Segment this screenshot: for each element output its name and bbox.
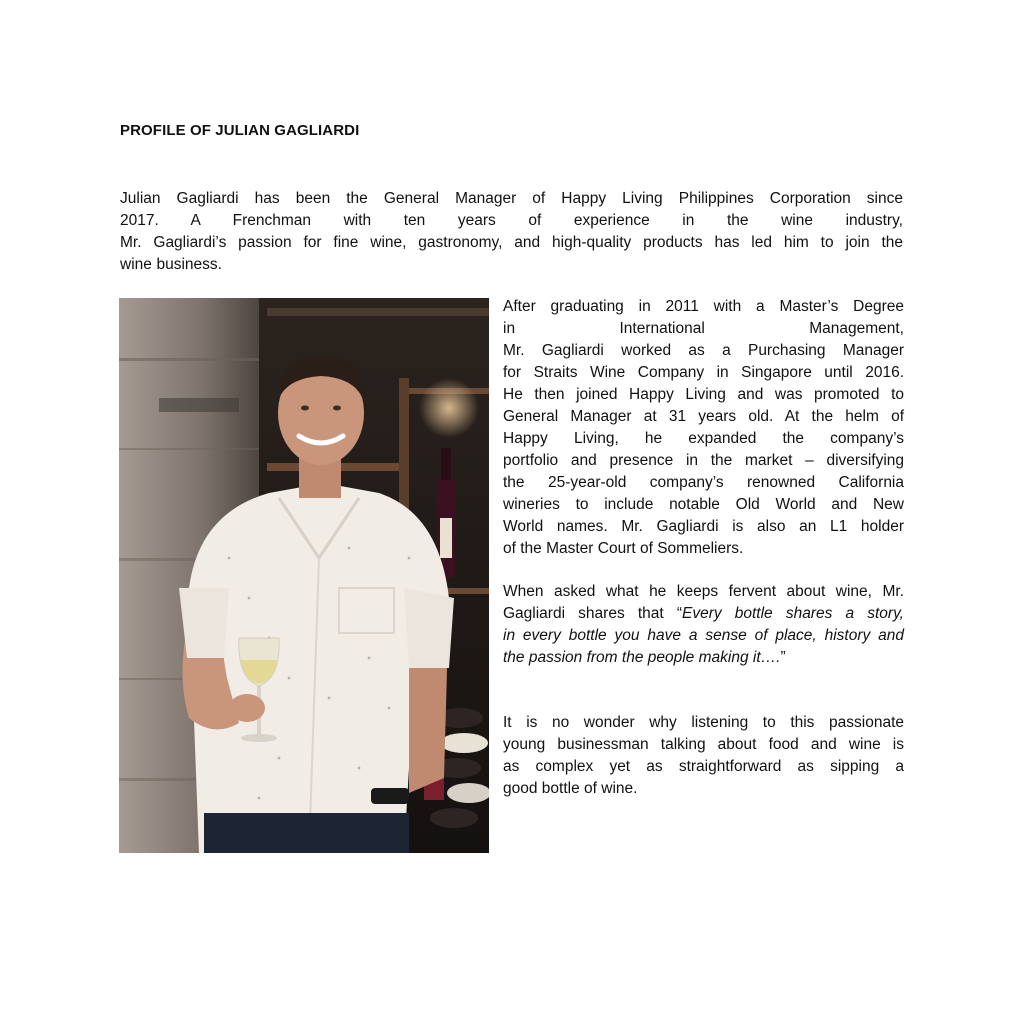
career-line: He then joined Happy Living and was promoted to: [503, 386, 904, 403]
quote-intro-line: Gagliardi shares that “: [503, 605, 682, 622]
career-line: in International Management,: [503, 320, 904, 337]
career-line: Mr. Gagliardi worked as a Purchasing Manager: [503, 342, 904, 359]
quote-line-end: [503, 647, 904, 669]
quote-line: Every bottle shares a story,: [682, 605, 904, 622]
quote-intro-line: When asked what he keeps fervent about wine, Mr.: [503, 583, 904, 600]
career-line: of the Master Court of Sommeliers.: [503, 540, 744, 557]
pants: [204, 813, 409, 853]
career-line: General Manager at 31 years old. At the helm of: [503, 408, 904, 425]
career-line: for Straits Wine Company in Singapore until 2016.: [503, 364, 904, 381]
portrait-photo: [119, 298, 489, 853]
career-line: portfolio and presence in the market – diversifying: [503, 452, 904, 469]
intro-line: wine business.: [120, 256, 222, 273]
quote-line: the passion from the people making it….: [503, 649, 781, 666]
closing-line: young businessman talking about food and wine is: [503, 736, 904, 753]
career-line: wineries to include notable Old World and New: [503, 496, 904, 513]
quote-line-mixed: [503, 603, 904, 625]
portrait-illustration: [119, 298, 489, 853]
closing-line: good bottle of wine.: [503, 780, 638, 797]
closing-paragraph: [503, 712, 904, 800]
watch: [371, 788, 409, 804]
career-paragraph: [503, 296, 904, 560]
career-line: Happy Living, he expanded the company’s: [503, 430, 904, 447]
career-line: World names. Mr. Gagliardi is also an L1 holder: [503, 518, 904, 535]
intro-line: 2017. A Frenchman with ten years of experience in the wine industry,: [120, 212, 903, 229]
intro-line: Julian Gagliardi has been the General Manager of Happy Living Philippines Corporation since: [120, 190, 903, 207]
career-line: After graduating in 2011 with a Master’s Degree: [503, 298, 904, 315]
career-line: the 25-year-old company’s renowned California: [503, 474, 904, 491]
page-title: PROFILE OF JULIAN GAGLIARDI: [120, 122, 360, 139]
intro-paragraph: [120, 188, 903, 276]
closing-line: as complex yet as straightforward as sipping a: [503, 758, 904, 775]
quote-paragraph: [503, 581, 904, 669]
intro-line: Mr. Gagliardi’s passion for fine wine, gastronomy, and high-quality products has led him to join the: [120, 234, 903, 251]
quote-line: in every bottle you have a sense of place, history and: [503, 627, 904, 644]
quote-close-mark: ”: [780, 649, 786, 666]
closing-line: It is no wonder why listening to this passionate: [503, 714, 904, 731]
